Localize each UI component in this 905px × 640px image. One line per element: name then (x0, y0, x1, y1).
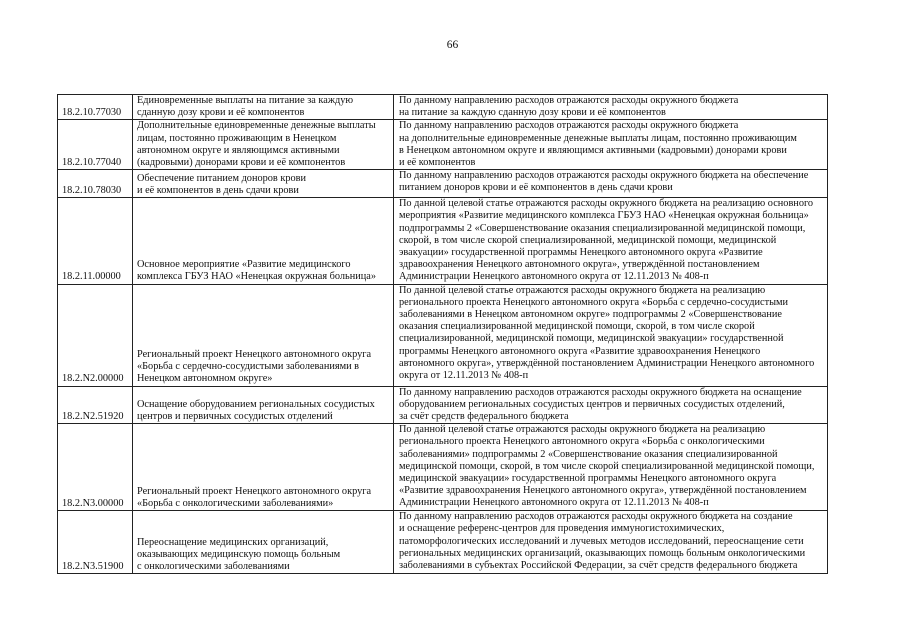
name-cell (133, 284, 394, 386)
description-cell (394, 198, 828, 284)
code-text: 18.2.10.77040 (62, 157, 122, 169)
description-line: автономного округа», утверждённой постановлением Администрации Ненецкого автономного (399, 357, 815, 369)
name-line: «Борьба с онкологическими заболеваниями» (137, 498, 334, 510)
description-line: специализированной, медицинской помощи, медицинской эвакуации» государственной (399, 333, 784, 345)
description-line: заболеваниями в субъектах Российской Федерации, за счёт средств федерального бюджета (399, 560, 798, 572)
code-text: 18.2.N2.51920 (62, 411, 124, 423)
description-line: региональных медицинских организаций, оказывающих помощь больным онкологическими (399, 547, 806, 559)
table-row (58, 386, 828, 424)
description-line: По данному направлению расходов отражаются расходы окружного бюджета на обеспечение (399, 170, 809, 182)
code-text: 18.2.N2.00000 (62, 373, 124, 385)
code-cell (58, 511, 133, 574)
page-number: 66 (446, 39, 459, 51)
name-line: Переоснащение медицинских организаций, (137, 536, 329, 548)
code-text: 18.2.N3.51900 (62, 561, 124, 573)
code-text: 18.2.N3.00000 (62, 498, 124, 510)
description-line: заболеваниями» подпрограммы 2 «Совершенствование оказания специализированной (399, 448, 778, 460)
name-line: Оснащение оборудованием региональных сосудистых (137, 398, 375, 410)
description-line: на питание за каждую сданную дозу крови и её компонентов (399, 107, 666, 119)
name-line: Ненецком автономном округе» (137, 373, 273, 385)
name-cell (133, 386, 394, 424)
code-cell (58, 170, 133, 198)
description-line: заболеваниями в Ненецком автономном округе» подпрограммы 2 «Совершенствование (399, 309, 782, 321)
name-line: Региональный проект Ненецкого автономного округа (137, 485, 372, 497)
description-line: программы Ненецкого автономного округа «Развитие здравоохранения Ненецкого (399, 345, 761, 357)
description-cell (394, 424, 828, 511)
name-line: Обеспечение питанием доноров крови (137, 172, 307, 184)
description-line: в Ненецком автономном округе и являющимся активными (кадровыми) донорами крови (399, 144, 787, 156)
description-line: за счёт средств федерального бюджета (399, 411, 569, 423)
table-row (58, 424, 828, 511)
name-line: Единовременные выплаты на питание за каждую (137, 95, 354, 106)
name-line: Дополнительные единовременные денежные выплаты (137, 120, 376, 132)
budget-classification-table (57, 94, 828, 574)
name-cell (133, 198, 394, 284)
table-row (58, 284, 828, 386)
description-cell (394, 284, 828, 386)
description-line: скорой, в том числе скорой специализированной, медицинской помощи, медицинской (399, 234, 777, 246)
description-line: По данной целевой статье отражаются расходы окружного бюджета на реализацию (399, 284, 766, 296)
description-line: регионального проекта Ненецкого автономного округа «Борьба с онкологическими (399, 436, 765, 448)
name-line: лицам, постоянно проживающим в Ненецком (137, 132, 337, 144)
description-line: округа от 12.11.2013 № 408-п (399, 370, 529, 382)
description-line: Администрации Ненецкого автономного округа от 12.11.2013 № 408-п (399, 271, 709, 283)
description-cell (394, 120, 828, 170)
name-line: оказывающих медицинскую помощь больным (137, 548, 341, 560)
table-row (58, 511, 828, 574)
description-line: регионального проекта Ненецкого автономного округа «Борьба с сердечно-сосудистыми (399, 296, 789, 308)
description-line: По данному направлению расходов отражаются расходы окружного бюджета на создание (399, 511, 793, 523)
name-cell (133, 424, 394, 511)
description-line: По данному направлению расходов отражаются расходы окружного бюджета (399, 120, 739, 132)
code-cell (58, 95, 133, 120)
description-line: патоморфологических исследований и лучевых методов исследований, переоснащение сети (399, 535, 804, 547)
description-line: По данному направлению расходов отражаются расходы окружного бюджета на оснащение (399, 386, 802, 398)
description-line: питанием доноров крови и её компонентов в день сдачи крови (399, 182, 673, 194)
name-line: центров и первичных сосудистых отделений (137, 411, 333, 423)
description-line: и её компонентов (399, 157, 476, 169)
name-cell (133, 511, 394, 574)
table-row (58, 95, 828, 120)
code-cell (58, 284, 133, 386)
description-line: и оснащение референс-центров для проведения иммуногистохимических, (399, 523, 725, 535)
description-line: Администрации Ненецкого автономного округа от 12.11.2013 № 408-п (399, 497, 709, 509)
name-line: и её компонентов в день сдачи крови (137, 185, 299, 197)
name-line: Региональный проект Ненецкого автономного округа (137, 349, 372, 361)
code-text: 18.2.10.77030 (62, 107, 122, 119)
table-row (58, 198, 828, 284)
name-cell (133, 95, 394, 120)
code-cell (58, 198, 133, 284)
table-row (58, 170, 828, 198)
description-cell (394, 170, 828, 198)
name-cell (133, 120, 394, 170)
code-text: 18.2.10.78030 (62, 185, 122, 197)
name-line: «Борьба с сердечно-сосудистыми заболеваниями в (137, 361, 360, 373)
description-cell (394, 386, 828, 424)
description-line: оборудованием региональных сосудистых центров и первичных сосудистых отделений, (399, 398, 785, 410)
name-line: автономном округе и являющимся активными (137, 144, 340, 156)
description-line: эвакуации» государственной программы Ненецкого автономного округа «Развитие (399, 247, 763, 259)
code-text: 18.2.11.00000 (62, 271, 121, 283)
name-line: (кадровыми) донорами крови и её компонентов (137, 157, 346, 169)
code-cell (58, 386, 133, 424)
description-line: мероприятия «Развитие медицинского комплекса ГБУЗ НАО «Ненецкая окружная больница» (399, 210, 809, 222)
description-line: на дополнительные единовременные денежные выплаты лицам, постоянно проживающим (399, 132, 797, 144)
name-cell (133, 170, 394, 198)
description-line: медицинской помощи, скорой, в том числе скорой специализированной медицинской помощи, (399, 460, 815, 472)
description-line: «Развитие здравоохранения Ненецкого автономного округа», утверждённой постановлением (399, 485, 807, 497)
name-line: Основное мероприятие «Развитие медицинского (137, 259, 351, 271)
description-line: По данному направлению расходов отражаются расходы окружного бюджета (399, 95, 739, 106)
table-row (58, 120, 828, 170)
description-cell (394, 95, 828, 120)
description-line: здравоохранения Ненецкого автономного округа», утверждённой постановлением (399, 259, 760, 271)
name-line: комплекса ГБУЗ НАО «Ненецкая окружная больница» (137, 271, 377, 283)
code-cell (58, 120, 133, 170)
description-line: оказания специализированной медицинской помощи, скорой, в том числе скорой (399, 321, 755, 333)
description-line: По данной целевой статье отражаются расходы окружного бюджета на реализацию основного (399, 198, 814, 210)
name-line: с онкологическими заболеваниями (137, 561, 290, 573)
name-line: сданную дозу крови и её компонентов (137, 107, 305, 119)
description-line: По данной целевой статье отражаются расходы окружного бюджета на реализацию (399, 424, 766, 436)
description-line: медицинской эвакуации» государственной программы Ненецкого автономного округа (399, 473, 777, 485)
description-cell (394, 511, 828, 574)
code-cell (58, 424, 133, 511)
description-line: подпрограммы 2 «Совершенствование оказания специализированной медицинской помощи, (399, 222, 806, 234)
